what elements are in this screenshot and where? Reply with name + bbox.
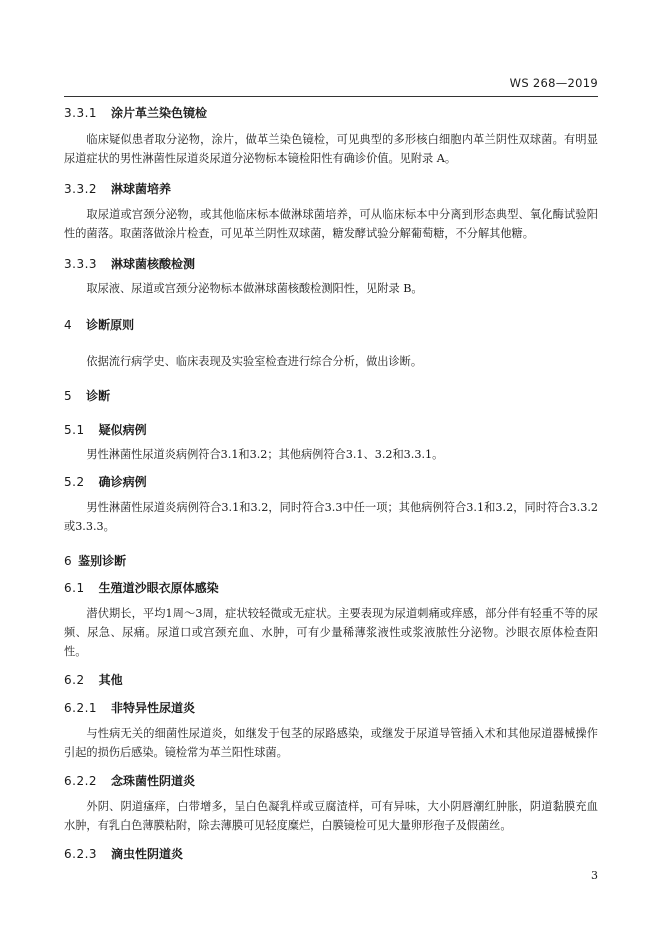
section-heading: 3.3.3 淋球菌核酸检测 <box>64 257 196 271</box>
section-paragraph: 潜伏期长，平均1周～3周，症状较轻微或无症状。主要表现为尿道刺痛或痒感，部分伴有轻重不等的尿频、尿急、尿痛。尿道口或宫颈充血、水肿，可有少量稀薄浆液性或浆液脓性分泌物。沙眼衣原体检查阳性。 <box>64 607 598 658</box>
section-paragraph: 取尿道或宫颈分泌物，或其他临床标本做淋球菌培养，可从临床标本中分离到形态典型、氧化酶试验阳性的菌落。取菌落做涂片检查，可见革兰阴性双球菌，糖发酵试验分解葡萄糖，不分解其他糖。 <box>64 208 598 240</box>
section-heading: 6.2.1 非特异性尿道炎 <box>64 701 196 715</box>
section-heading: 3.3.2 淋球菌培养 <box>64 182 172 196</box>
section-heading: 5 诊断 <box>64 389 111 403</box>
standard-code: WS 268—2019 <box>509 76 598 90</box>
section-paragraph: 与性病无关的细菌性尿道炎，如继发于包茎的尿路感染，或继发于尿道导管插入术和其他尿道器械操作引起的损伤后感染。镜检常为革兰阳性球菌。 <box>64 727 598 759</box>
header-rule <box>64 96 598 97</box>
section-heading: 6.1 生殖道沙眼衣原体感染 <box>64 581 219 595</box>
section-heading: 6 鉴别诊断 <box>64 554 127 568</box>
section-paragraph: 男性淋菌性尿道炎病例符合3.1和3.2；其他病例符合3.1、3.2和3.3.1。 <box>86 448 444 461</box>
section-paragraph: 临床疑似患者取分泌物，涂片，做革兰染色镜检，可见典型的多形核白细胞内革兰阴性双球菌。有明显尿道症状的男性淋菌性尿道炎尿道分泌物标本镜检阳性有确诊价值。见附录 A。 <box>64 133 598 165</box>
page-number: 3 <box>591 869 598 882</box>
section-heading: 3.3.1 涂片革兰染色镜检 <box>64 106 208 120</box>
section-heading: 4 诊断原则 <box>64 318 135 332</box>
page-content <box>64 104 598 863</box>
section-paragraph: 男性淋菌性尿道炎病例符合3.1和3.2，同时符合3.3中任一项；其他病例符合3.1和3.2，同时符合3.3.2或3.3.3。 <box>64 501 598 533</box>
section-paragraph: 依据流行病学史、临床表现及实验室检查进行综合分析，做出诊断。 <box>86 355 423 368</box>
section-heading: 6.2.2 念珠菌性阴道炎 <box>64 774 196 788</box>
section-paragraph: 外阴、阴道瘙痒，白带增多，呈白色凝乳样或豆腐渣样，可有异味，大小阴唇潮红肿胀，阴道黏膜充血水肿，有乳白色薄膜粘附，除去薄膜可见轻度糜烂，白膜镜检可见大量卵形孢子及假菌丝。 <box>64 800 598 832</box>
section-heading: 5.1 疑似病例 <box>64 423 147 437</box>
section-heading: 5.2 确诊病例 <box>64 475 147 489</box>
section-paragraph: 取尿液、尿道或宫颈分泌物标本做淋球菌核酸检测阳性，见附录 B。 <box>86 282 423 295</box>
section-heading: 6.2 其他 <box>64 673 123 687</box>
section-heading: 6.2.3 滴虫性阴道炎 <box>64 847 184 861</box>
